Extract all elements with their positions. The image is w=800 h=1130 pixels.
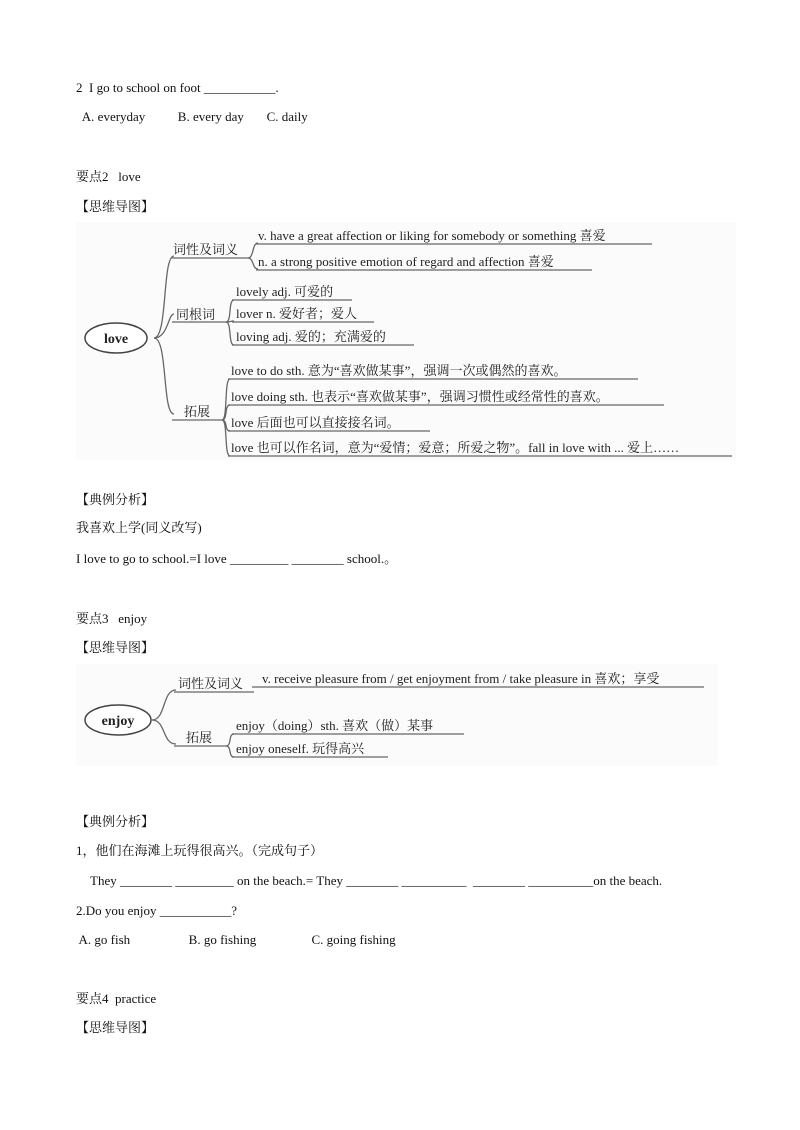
branch-item: love 也可以作名词，意为“爱情；爱意；所爱之物”。fall in love with ... 爱上…… [231,440,680,455]
branch-label-extension: 拓展 [186,731,213,746]
mindmap-center-label: enjoy [101,714,135,729]
branch-label-meaning: 词性及词义 [173,243,239,258]
point-2-example-sentence: I love to go to school.=I love _________ ________ school.。 [76,551,398,566]
branch-item: enjoy oneself. 玩得高兴 [236,741,365,756]
branch-item: n. a strong positive emotion of regard and affection 喜爱 [258,254,554,269]
point-3-example-label: 【典例分析】 [76,814,155,829]
question-2-stem: 2 I go to school on foot ___________. [76,80,279,95]
mindmap-center-label: love [103,332,129,347]
point-4-mindmap-label: 【思维导图】 [76,1020,155,1035]
question-2-options: A. everyday B. every day C. daily [76,109,308,124]
point-3-example-2-options: A. go fish B. go fishing C. going fishing [76,932,396,947]
branch-item: love 后面也可以直接接名词。 [231,415,400,430]
branch-item: v. receive pleasure from / get enjoyment from / take pleasure in 喜欢；享受 [262,671,660,686]
branch-item: loving adj. 爱的；充满爱的 [236,329,386,344]
branch-item: love doing sth. 也表示“喜欢做某事”，强调习惯性或经常性的喜欢。 [231,389,609,404]
point-2-heading: 要点2 love [76,169,141,184]
branch-item: v. have a great affection or liking for somebody or something 喜爱 [258,228,606,243]
point-2-mindmap-label: 【思维导图】 [76,199,155,214]
point-3-heading: 要点3 enjoy [76,611,148,626]
enjoy-mindmap [76,664,718,766]
branch-item: lover n. 爱好者；爱人 [236,306,357,321]
point-3-example-2-stem: 2.Do you enjoy ___________? [76,903,238,918]
branch-item: love to do sth. 意为“喜欢做某事”，强调一次或偶然的喜欢。 [231,363,567,378]
branch-item: lovely adj. 可爱的 [236,284,334,299]
branch-label-extension: 拓展 [184,405,211,420]
branch-item: enjoy（doing）sth. 喜欢（做）某事 [236,718,434,733]
point-3-mindmap-label: 【思维导图】 [76,640,155,655]
love-mindmap [76,222,736,460]
point-4-heading: 要点4 practice [76,991,157,1006]
point-2-example-prompt: 我喜欢上学(同义改写) [76,520,202,535]
point-3-example-1-prompt: 1，他们在海滩上玩得很高兴。（完成句子） [76,843,324,858]
point-3-example-1-sentence: They ________ _________ on the beach.= They ________ __________ ________ __________on the beach. [90,873,663,888]
branch-label-meaning: 词性及词义 [178,677,244,692]
branch-label-cognates: 同根词 [176,308,216,323]
point-2-example-label: 【典例分析】 [76,492,155,507]
